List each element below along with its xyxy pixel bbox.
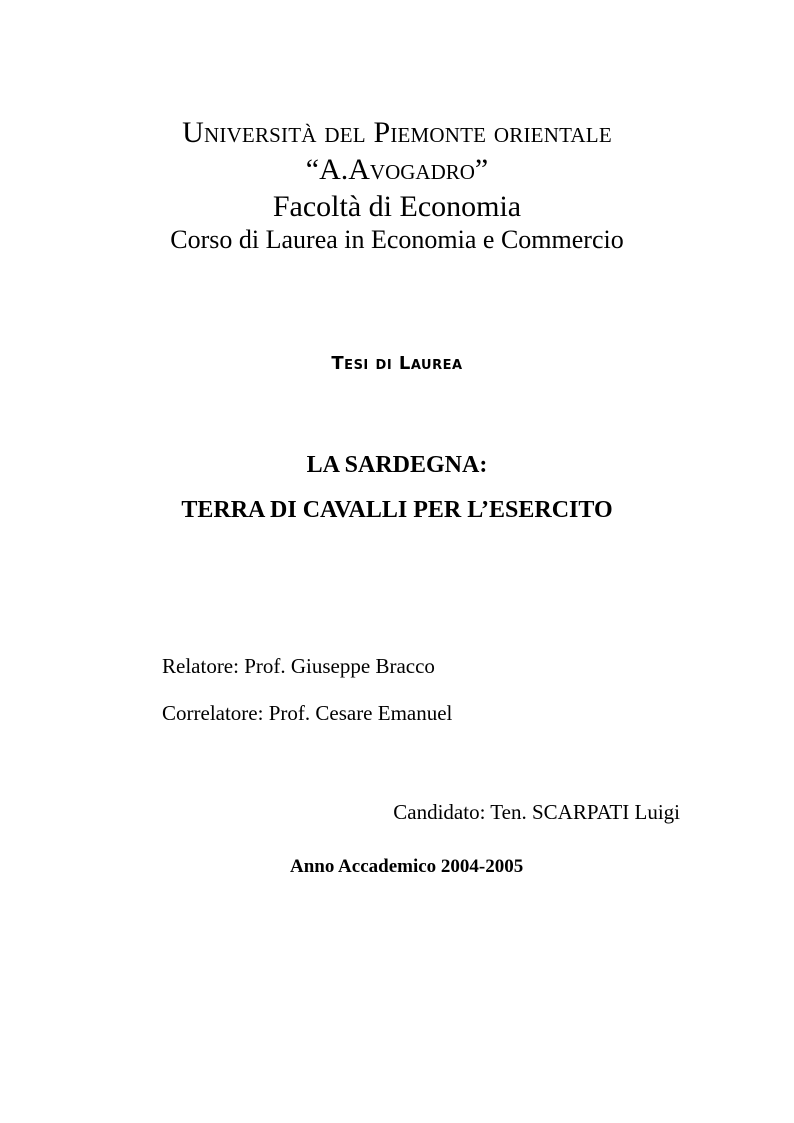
academic-year: Anno Accademico 2004-2005: [290, 856, 524, 877]
university-dedication: “A.Avogadro”: [305, 153, 489, 186]
faculty-name: Facoltà di Economia: [272, 190, 522, 223]
thesis-title-line-1: LA SARDEGNA:: [306, 452, 488, 478]
degree-course: Corso di Laurea in Economia e Commercio: [170, 225, 624, 254]
candidate: Candidato: Ten. SCARPATI Luigi: [393, 800, 680, 824]
co-supervisor: Correlatore: Prof. Cesare Emanuel: [162, 701, 453, 725]
university-name: Università del Piemonte orientale: [182, 116, 612, 149]
thesis-title-line-2: TERRA DI CAVALLI PER L’ESERCITO: [181, 497, 613, 523]
document-type: Tesi di Laurea: [331, 353, 463, 374]
supervisor: Relatore: Prof. Giuseppe Bracco: [162, 654, 435, 678]
